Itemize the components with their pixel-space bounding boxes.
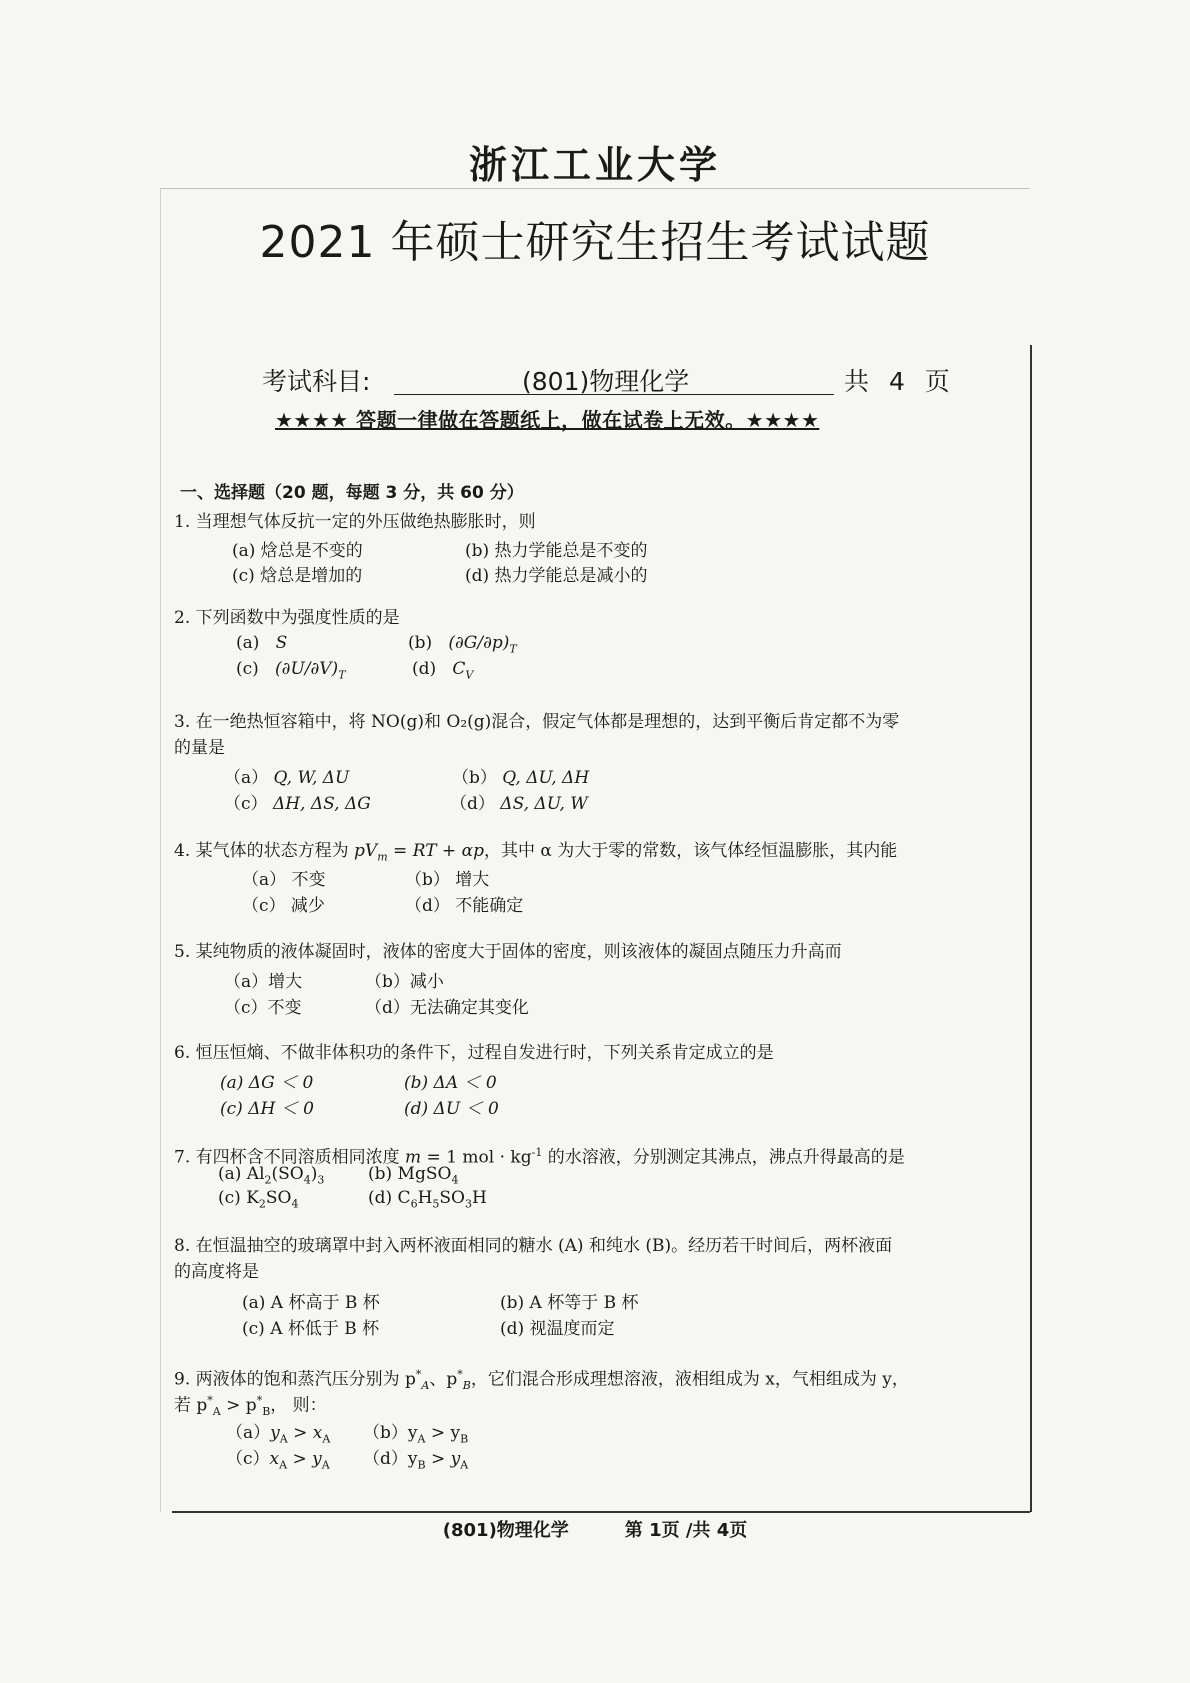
question-3-option-a bbox=[224, 763, 349, 788]
var-sub: B bbox=[417, 1458, 426, 1472]
option-label: （c） bbox=[226, 1449, 270, 1469]
option-label: （d） bbox=[363, 1449, 408, 1469]
op: > bbox=[425, 1449, 451, 1469]
option-subscript: T bbox=[509, 642, 517, 656]
question-4-option-b: （b） 增大 bbox=[405, 870, 490, 890]
var: x bbox=[312, 1423, 323, 1443]
var-sub: A bbox=[417, 1432, 426, 1446]
option-math: ΔS, ΔU, W bbox=[500, 794, 588, 814]
question-5-option-b: （b）减小 bbox=[365, 972, 444, 992]
option-label: （c） bbox=[224, 794, 268, 814]
formula-part: (b) MgSO bbox=[368, 1164, 452, 1184]
question-8-stem-line2: 的高度将是 bbox=[174, 1262, 259, 1282]
question-5-option-a: （a）增大 bbox=[224, 972, 303, 992]
question-6-option-c: (c) ΔH ＜ 0 bbox=[220, 1099, 314, 1119]
stem-equation: m bbox=[405, 1147, 422, 1168]
question-1-stem: 1. 当理想气体反抗一定的外压做绝热膨胀时，则 bbox=[174, 512, 536, 532]
question-9-option-b bbox=[363, 1418, 468, 1445]
formula-part: ) bbox=[310, 1164, 318, 1184]
question-9-option-d bbox=[363, 1444, 468, 1471]
question-7-option-a bbox=[218, 1164, 324, 1186]
question-6-stem: 6. 恒压恒熵、不做非体积功的条件下，过程自发进行时，下列关系肯定成立的是 bbox=[174, 1043, 774, 1063]
subject-value: (801)物理化学 bbox=[522, 367, 690, 396]
formula-sub: 2 bbox=[258, 1197, 266, 1211]
formula-part: SO bbox=[439, 1188, 465, 1208]
option-math: C bbox=[452, 659, 466, 679]
formula-part: H bbox=[471, 1188, 487, 1208]
option-math: Q, W, ΔU bbox=[273, 768, 350, 788]
stem-superscript: -1 bbox=[531, 1146, 543, 1159]
question-2-option-b bbox=[408, 633, 517, 655]
frame-bottom-line bbox=[172, 1511, 1030, 1513]
formula-part: (a) Al bbox=[218, 1164, 265, 1184]
question-2-stem: 2. 下列函数中为强度性质的是 bbox=[174, 608, 400, 628]
exam-title: 2021 年硕士研究生招生考试试题 bbox=[259, 217, 931, 268]
question-3-option-d bbox=[450, 789, 588, 814]
question-6-option-a: (a) ΔG ＜ 0 bbox=[220, 1073, 314, 1093]
formula-sub: 3 bbox=[464, 1197, 472, 1211]
option-math: Q, ΔU, ΔH bbox=[502, 768, 590, 788]
formula-part: (SO bbox=[271, 1164, 304, 1184]
formula-sub: 6 bbox=[410, 1197, 418, 1211]
question-2-option-c bbox=[236, 659, 346, 681]
option-label: （d） bbox=[450, 794, 495, 814]
footer-subject: (801)物理化学 bbox=[442, 1520, 569, 1541]
footer-page-info: 第 1页 /共 4页 bbox=[624, 1520, 748, 1541]
stem-text: 、p bbox=[429, 1369, 458, 1390]
var: y bbox=[270, 1423, 280, 1443]
formula-sub: 4 bbox=[303, 1173, 311, 1187]
question-5-option-d: （d）无法确定其变化 bbox=[365, 998, 529, 1018]
question-4-option-a: （a） 不变 bbox=[242, 870, 326, 890]
stem-superscript: * bbox=[256, 1394, 263, 1407]
question-2-option-d bbox=[412, 659, 473, 681]
stem-text: ， 则： bbox=[270, 1395, 327, 1416]
var: y bbox=[407, 1449, 418, 1469]
question-2-option-a bbox=[236, 633, 287, 653]
formula-part: SO bbox=[265, 1188, 292, 1208]
stem-equation-rest: = 1 mol · kg bbox=[421, 1147, 532, 1168]
stem-equation-rest: = RT + αp bbox=[387, 841, 484, 861]
stem-text-post: 的水溶液，分别测定其沸点，沸点升得最高的是 bbox=[542, 1147, 905, 1168]
question-1-option-b: (b) 热力学能总是不变的 bbox=[465, 541, 648, 561]
stem-text: > p bbox=[220, 1395, 257, 1416]
var: y bbox=[312, 1449, 322, 1469]
var-sub: A bbox=[279, 1432, 288, 1446]
question-8-option-b: (b) A 杯等于 B 杯 bbox=[500, 1293, 639, 1313]
var: y bbox=[450, 1449, 461, 1469]
question-3-option-c bbox=[224, 789, 371, 814]
stem-text: 7. 有四杯含不同溶质相同浓度 bbox=[174, 1147, 400, 1168]
question-8-option-c: (c) A 杯低于 B 杯 bbox=[242, 1319, 380, 1339]
stem-text: 若 p bbox=[174, 1395, 208, 1416]
stem-text-post: ，其中 α 为大于零的常数，该气体经恒温膨胀，其内能 bbox=[483, 841, 898, 861]
formula-part: (c) K bbox=[218, 1188, 259, 1208]
question-3-stem-line1: 3. 在一绝热恒容箱中，将 NO(g)和 O₂(g)混合，假定气体都是理想的，达到平衡后肯定都不为零 bbox=[174, 712, 900, 732]
formula-part: H bbox=[417, 1188, 433, 1208]
question-7-option-d bbox=[368, 1188, 487, 1210]
question-8-option-a: (a) A 杯高于 B 杯 bbox=[242, 1293, 380, 1313]
stem-text: 4. 某气体的状态方程为 bbox=[174, 841, 349, 861]
option-math: (∂U/∂V) bbox=[275, 659, 339, 679]
stem-subscript: m bbox=[377, 850, 388, 864]
stem-subscript: A bbox=[421, 1379, 430, 1393]
option-label: （a） bbox=[226, 1423, 271, 1443]
frame-right-line bbox=[1030, 345, 1032, 1512]
formula-sub: 2 bbox=[264, 1173, 272, 1187]
question-5-stem: 5. 某纯物质的液体凝固时，液体的密度大于固体的密度，则该液体的凝固点随压力升高而 bbox=[174, 942, 842, 962]
option-label: (c) bbox=[236, 659, 259, 679]
university-name: 浙江工业大学 bbox=[468, 143, 721, 187]
var: y bbox=[450, 1423, 461, 1443]
option-label: (a) bbox=[236, 633, 260, 653]
formula-sub: 4 bbox=[451, 1173, 459, 1187]
option-label: （b） bbox=[452, 768, 497, 788]
question-5-option-c: （c）不变 bbox=[224, 998, 302, 1018]
stem-text: 9. 两液体的饱和蒸汽压分别为 p bbox=[174, 1369, 416, 1390]
option-subscript: V bbox=[465, 668, 474, 682]
page-footer bbox=[0, 1516, 1190, 1542]
op: > bbox=[425, 1423, 451, 1443]
var-sub: A bbox=[279, 1458, 288, 1472]
op: > bbox=[287, 1423, 313, 1443]
option-label: （b） bbox=[363, 1423, 408, 1443]
question-9-option-a bbox=[226, 1418, 330, 1445]
subject-label: 考试科目: bbox=[262, 367, 371, 396]
option-math: (∂G/∂p) bbox=[448, 633, 510, 653]
stem-superscript: * bbox=[457, 1368, 463, 1381]
frame-left-line bbox=[160, 188, 161, 1512]
option-math: ΔH, ΔS, ΔG bbox=[272, 794, 371, 814]
total-pages: 共 4 页 bbox=[844, 367, 956, 396]
var-sub: A bbox=[322, 1432, 331, 1446]
question-8-option-d: (d) 视温度而定 bbox=[500, 1319, 615, 1339]
stem-subscript: B bbox=[262, 1405, 271, 1419]
question-8-stem-line1: 8. 在恒温抽空的玻璃罩中封入两杯液面相同的糖水 (A) 和纯水 (B)。经历若干时间后，两杯液面 bbox=[174, 1236, 893, 1256]
question-4-option-c: （c） 减少 bbox=[242, 896, 325, 916]
stem-equation: pV bbox=[354, 841, 378, 861]
question-6-option-b: (b) ΔA ＜ 0 bbox=[404, 1073, 497, 1093]
question-1-option-a: (a) 焓总是不变的 bbox=[232, 541, 363, 561]
question-3-option-b bbox=[452, 763, 589, 788]
stem-superscript: * bbox=[415, 1368, 422, 1381]
question-7-option-c bbox=[218, 1188, 298, 1210]
question-1-option-c: (c) 焓总是增加的 bbox=[232, 566, 363, 586]
option-math: S bbox=[275, 633, 288, 653]
var-sub: A bbox=[321, 1458, 330, 1472]
answer-notice: ★★★★ 答题一律做在答题纸上，做在试卷上无效。★★★★ bbox=[275, 408, 820, 432]
frame-top-line bbox=[160, 188, 1030, 189]
var-sub: A bbox=[460, 1458, 469, 1472]
stem-text: ，它们混合形成理想溶液，液相组成为 x，气相组成为 y， bbox=[470, 1369, 909, 1390]
stem-subscript: A bbox=[212, 1405, 221, 1419]
option-label: （a） bbox=[224, 768, 269, 788]
formula-part: (d) C bbox=[368, 1188, 411, 1208]
option-subscript: T bbox=[338, 668, 346, 682]
section-title: 一、选择题（20 题，每题 3 分，共 60 分） bbox=[180, 483, 524, 503]
option-label: (b) bbox=[408, 633, 433, 653]
var-sub: B bbox=[460, 1432, 469, 1446]
formula-sub: 3 bbox=[317, 1173, 325, 1187]
stem-subscript: B bbox=[462, 1379, 471, 1393]
option-label: (d) bbox=[412, 659, 437, 679]
question-4-option-d: （d） 不能确定 bbox=[405, 896, 524, 916]
stem-superscript: * bbox=[207, 1394, 213, 1407]
question-9-option-c bbox=[226, 1444, 330, 1471]
var: y bbox=[407, 1423, 418, 1443]
formula-sub: 4 bbox=[291, 1197, 299, 1211]
formula-sub: 5 bbox=[432, 1197, 440, 1211]
op: > bbox=[287, 1449, 313, 1469]
question-1-option-d: (d) 热力学能总是减小的 bbox=[465, 566, 648, 586]
var: x bbox=[269, 1449, 280, 1469]
question-6-option-d: (d) ΔU ＜ 0 bbox=[404, 1099, 499, 1119]
question-7-option-b bbox=[368, 1164, 458, 1186]
question-3-stem-line2: 的量是 bbox=[174, 738, 225, 758]
